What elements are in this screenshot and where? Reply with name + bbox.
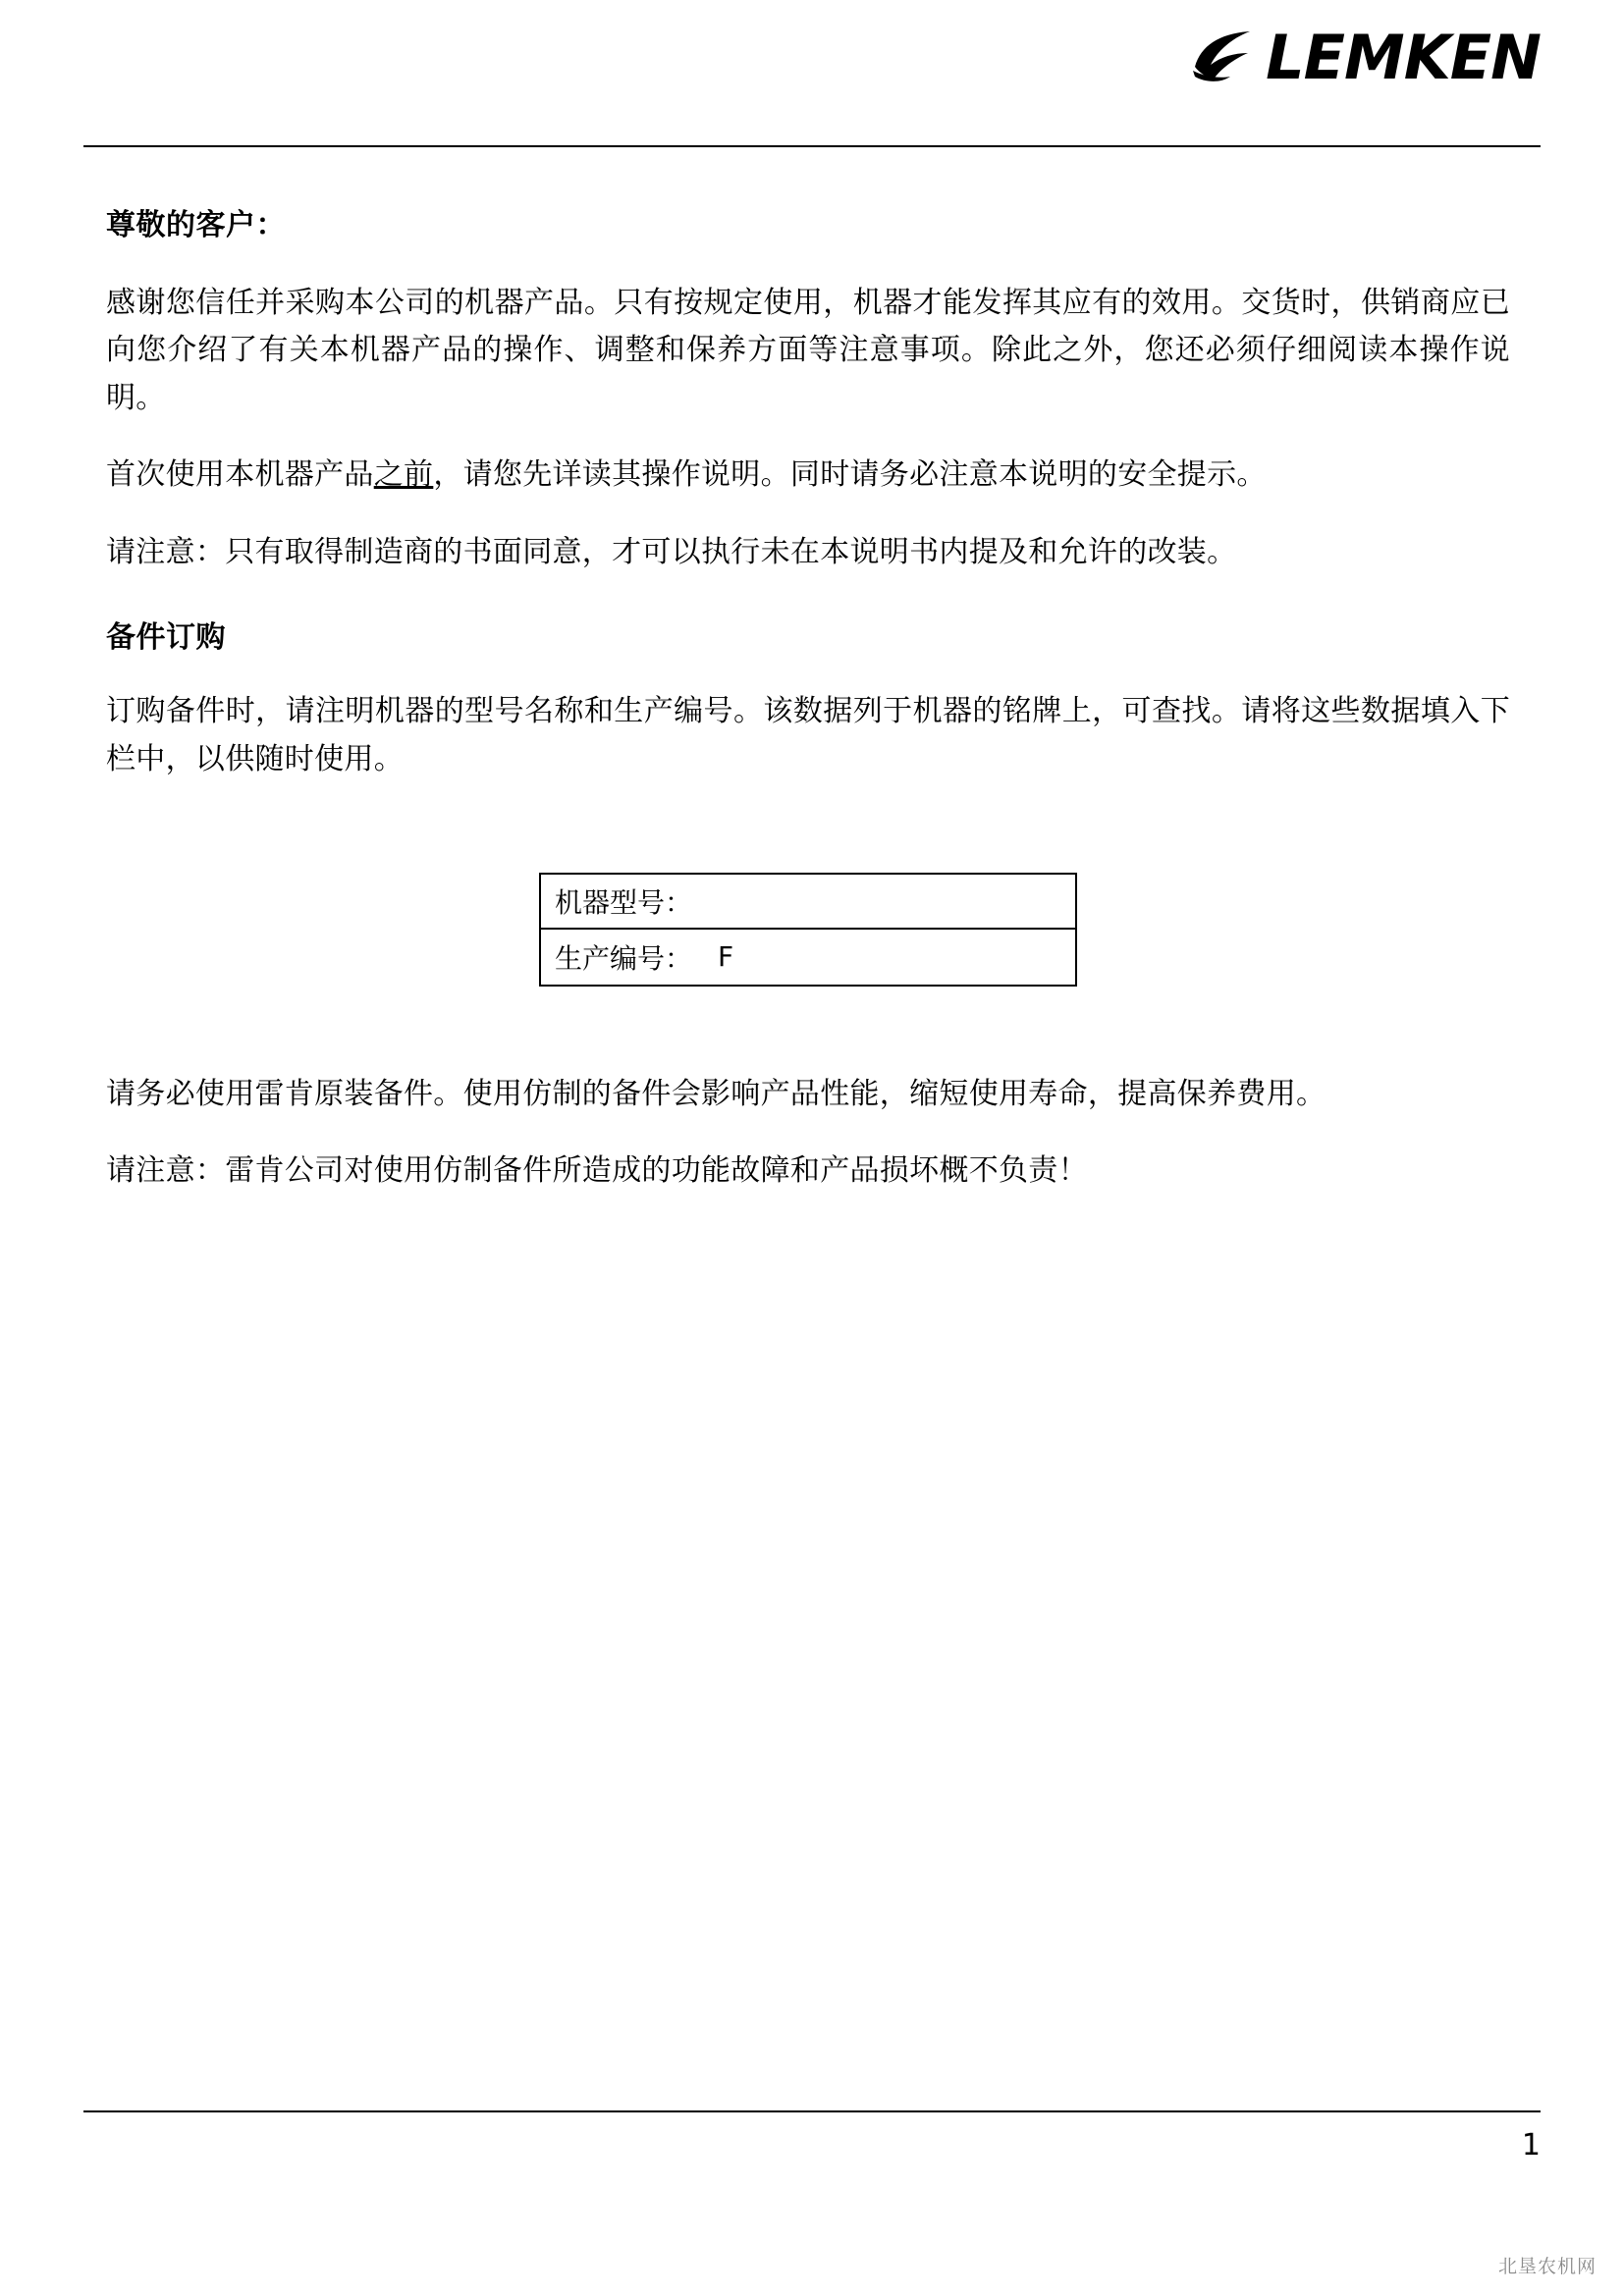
page-header	[83, 20, 1541, 137]
notice-paragraph: 请注意：只有取得制造商的书面同意，才可以执行未在本说明书内提及和允许的改装。	[106, 534, 1237, 569]
first-use-text-before: 首次使用本机器产品	[106, 457, 374, 493]
lemken-logo	[1191, 22, 1541, 93]
footer-divider	[83, 2110, 1541, 2112]
machine-data-box	[539, 873, 1077, 987]
section-title-spare-parts: 备件订购	[106, 620, 226, 656]
original-parts-paragraph: 请务必使用雷肯原装备件。使用仿制的备件会影响产品性能，缩短使用寿命，提高保养费用。	[106, 1076, 1326, 1111]
salutation: 尊敬的客户：	[106, 208, 286, 242]
first-use-text-after: ，请您先详读其操作说明。同时请务必注意本说明的安全提示。	[433, 457, 1267, 493]
first-use-paragraph	[106, 452, 1510, 500]
spare-parts-paragraph: 订购备件时，请注明机器的型号名称和生产编号。该数据列于机器的铭牌上，可查找。请将这些数据填入下栏中，以供随时使用。	[106, 694, 1510, 777]
serial-number-label: 生产编号：	[555, 941, 693, 975]
first-use-underlined: 之前	[373, 457, 434, 493]
serial-number-row[interactable]	[541, 930, 1075, 985]
brand-wordmark: LEMKEN	[1266, 22, 1541, 93]
page-number: 1	[1521, 2128, 1541, 2163]
header-divider	[83, 145, 1541, 147]
machine-model-row[interactable]	[541, 875, 1075, 930]
serial-number-value: F	[718, 940, 734, 974]
liability-paragraph: 请注意：雷肯公司对使用仿制备件所造成的功能故障和产品损坏概不负责！	[106, 1153, 1088, 1189]
watermark: 北垦农机网	[1497, 2256, 1597, 2277]
machine-data-box-wrapper	[106, 873, 1510, 987]
document-body	[106, 206, 1510, 1225]
lemken-leaf-icon	[1191, 27, 1256, 88]
intro-paragraph: 感谢您信任并采购本公司的机器产品。只有按规定使用，机器才能发挥其应有的效用。交货时，供销商应已向您介绍了有关本机器产品的操作、调整和保养方面等注意事项。除此之外，您还必须仔细阅读本操作说明。	[106, 285, 1510, 415]
machine-model-label: 机器型号：	[555, 885, 693, 919]
